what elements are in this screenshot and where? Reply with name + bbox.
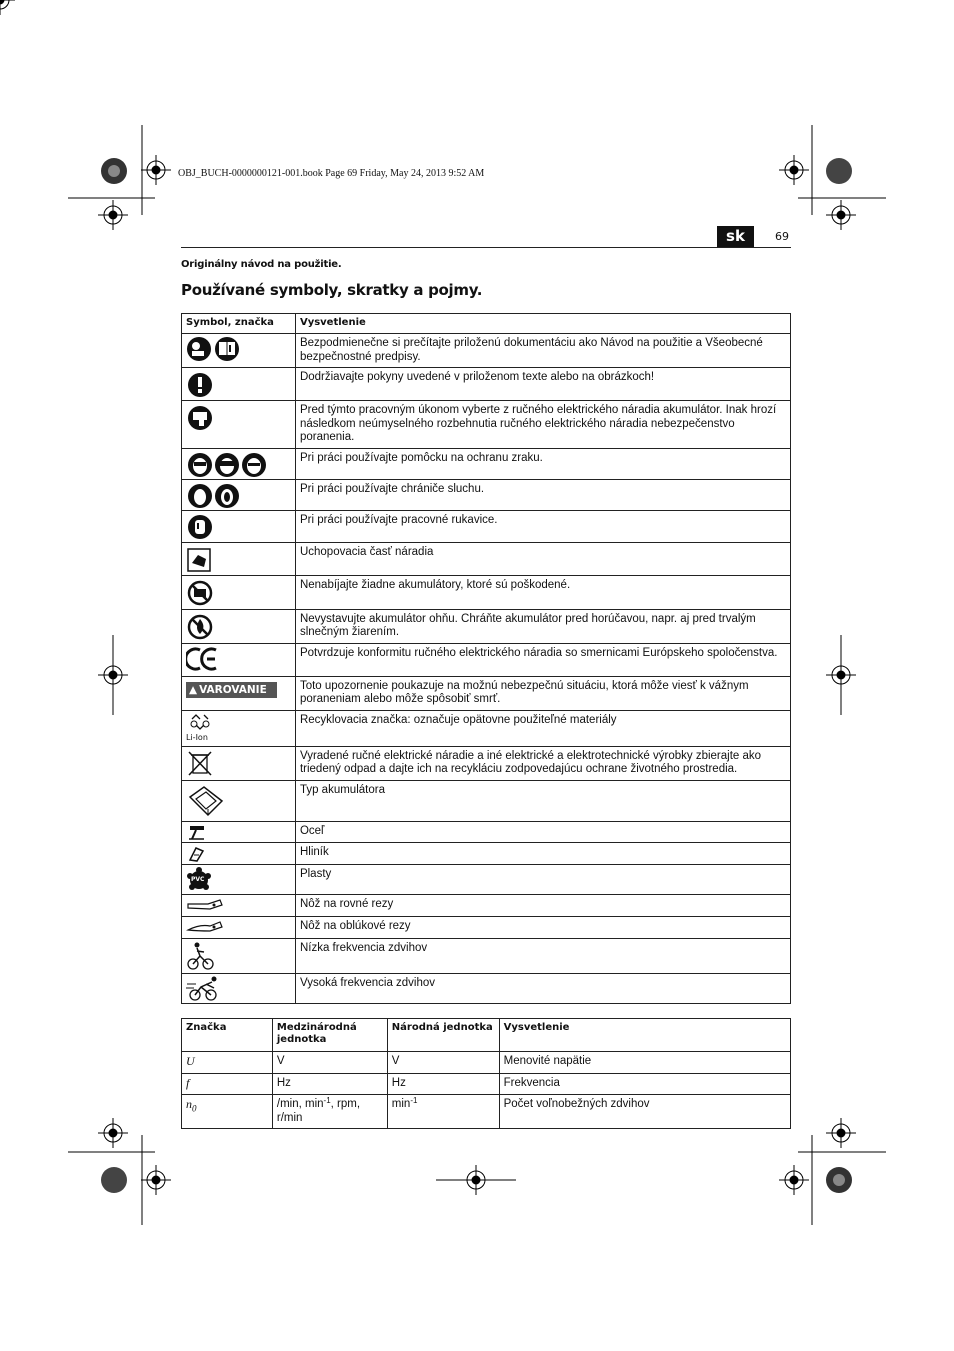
row-text: Pri práci používajte pomôcku na ochranu zraku. (295, 448, 790, 479)
row-text: Potvrdzuje konformitu ručného elektrického náradia so smernicami Európskeho spoločenstva. (295, 643, 790, 676)
row-text: Nevystavujte akumulátor ohňu. Chráňte akumulátor pred horúčavou, napr. aj pred trvalým slnečným žiarením. (295, 609, 790, 643)
units-table (181, 1018, 791, 1129)
steel-icon (186, 824, 210, 842)
international-unit: V (272, 1052, 387, 1074)
table-row (182, 821, 791, 842)
header-rule (181, 247, 791, 248)
remove-battery-icon (186, 403, 216, 431)
low-stroke-rate-icon (186, 941, 216, 971)
table-header-row (182, 1019, 791, 1052)
row-text: Dodržiavajte pokyny uvedené v priloženom texte alebo na obrázkoch! (295, 368, 790, 401)
table-row (182, 542, 791, 575)
table-row (182, 575, 791, 609)
column-header: Medzinárodná jednotka (272, 1019, 387, 1052)
page-title: Používané symboly, skratky a pojmy. (181, 281, 483, 299)
table-row (182, 1095, 791, 1129)
column-header: Značka (182, 1019, 273, 1052)
row-text: Recyklovacia značka: označuje opätovne použiteľné materiály (295, 710, 790, 746)
column-header: Národná jednotka (387, 1019, 499, 1052)
row-text: Nízka frekvencia zdvihov (295, 938, 790, 973)
row-text: Oceľ (295, 821, 790, 842)
table-row (182, 368, 791, 401)
row-text: Nôž na oblúkové rezy (295, 916, 790, 938)
row-text: Uchopovacia časť náradia (295, 542, 790, 575)
row-text: Vysoká frekvencia zdvihov (295, 973, 790, 1003)
row-text: Typ akumulátora (295, 780, 790, 821)
gloves-icon (186, 513, 216, 541)
table-row (182, 609, 791, 643)
battery-type-icon (186, 783, 226, 819)
curved-blade-icon (186, 919, 226, 935)
national-unit: V (387, 1052, 499, 1074)
language-badge: sk (717, 226, 754, 247)
table-row (182, 401, 791, 449)
table-row (182, 334, 791, 368)
aluminium-icon (186, 845, 210, 863)
unit-symbol: f (186, 1075, 190, 1090)
table-row (182, 1052, 791, 1074)
table-row (182, 973, 791, 1003)
table-row (182, 448, 791, 479)
international-unit: /min, $\min^{-1}$, rpm, r/min (272, 1095, 387, 1129)
row-text: Plasty (295, 864, 790, 894)
book-line: OBJ_BUCH-0000000121-001.book Page 69 Friday, May 24, 2013 9:52 AM (178, 168, 485, 179)
straight-blade-icon (186, 897, 226, 913)
table-row (182, 746, 791, 780)
row-text: Pri práci používajte pracovné rukavice. (295, 510, 790, 542)
unit-symbol: U (186, 1054, 195, 1068)
eye-protection-icon (186, 451, 276, 479)
unit-explanation: Počet voľnobežných zdvihov (499, 1095, 790, 1129)
symbols-table (181, 313, 791, 1004)
table-row (182, 894, 791, 916)
unit-explanation: Frekvencia (499, 1073, 790, 1095)
table-row (182, 676, 791, 710)
high-stroke-rate-icon (186, 976, 222, 1002)
ear-protection-icon (186, 482, 246, 510)
attention-icon (186, 370, 216, 398)
row-text: Pri práci používajte chrániče sluchu. (295, 479, 790, 510)
table-row (182, 916, 791, 938)
row-text: Hliník (295, 842, 790, 864)
row-text: Bezpodmienečne si prečítajte priloženú dokumentáciu ako Návod na použitie a Všeobecné bezpečnostné predpisy. (295, 334, 790, 368)
table-row (182, 510, 791, 542)
international-unit: Hz (272, 1073, 387, 1095)
unit-symbol: $n_0$ (186, 1097, 197, 1114)
table-row (182, 643, 791, 676)
no-damaged-battery-icon (186, 578, 216, 606)
column-header: Symbol, značka (182, 314, 296, 334)
row-text: Nenabíjajte žiadne akumulátory, ktoré sú poškodené. (295, 575, 790, 609)
row-text: Vyradené ručné elektrické náradie a iné elektrické a elektrotechnické výrobky zbierajte ako triedený odpad a dajte ich na recykláciu zodpovedajúcu ochrane životného prostredia. (295, 746, 790, 780)
table-row (182, 938, 791, 973)
unit-explanation: Menovité napätie (499, 1052, 790, 1074)
grip-surface-icon (186, 545, 216, 573)
document-subtitle: Originálny návod na použitie. (181, 259, 342, 270)
recycling-label: Li-Ion (186, 732, 208, 742)
weee-bin-icon (186, 749, 216, 777)
no-fire-icon (186, 612, 216, 640)
national-unit: $\min^{-1}$ (387, 1095, 499, 1129)
table-row (182, 1073, 791, 1095)
table-header-row (182, 314, 791, 334)
recycling-liion-icon (186, 713, 216, 735)
national-unit: Hz (387, 1073, 499, 1095)
row-text: Nôž na rovné rezy (295, 894, 790, 916)
row-text: Pred týmto pracovným úkonom vyberte z ručného elektrického náradia akumulátor. Inak hrozí následkom neúmyselného rozbehnutia ručného elektrického náradia nebezpečenstvo poranenia. (295, 401, 790, 449)
warning-label-text: VAROVANIE (199, 683, 267, 696)
table-row (182, 842, 791, 864)
column-header: Vysvetlenie (499, 1019, 790, 1052)
read-manual-icon (186, 336, 246, 362)
column-header: Vysvetlenie (295, 314, 790, 334)
warning-label-icon: ▲ VAROVANIE (186, 682, 277, 698)
page-number: 69 (775, 230, 789, 243)
table-row (182, 479, 791, 510)
table-row (182, 780, 791, 821)
ce-mark-icon (186, 646, 220, 672)
plastic-label: PVC (191, 875, 205, 883)
row-text: Toto upozornenie poukazuje na možnú nebezpečnú situáciu, ktorá môže viesť k vážnym poraneniam alebo môže spôsobiť smrť. (295, 676, 790, 710)
table-row (182, 864, 791, 894)
table-row (182, 710, 791, 746)
